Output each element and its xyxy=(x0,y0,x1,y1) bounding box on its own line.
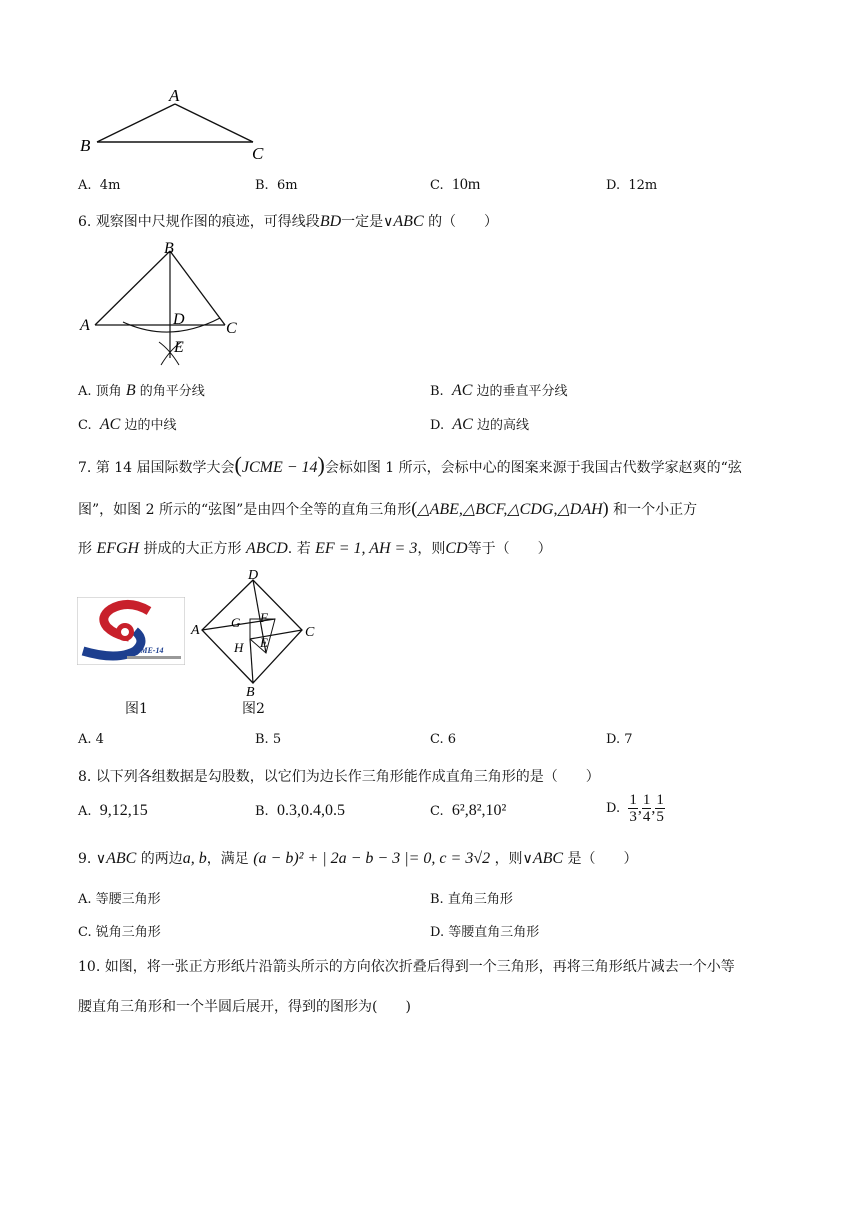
q5-option-a[interactable]: A. 4m xyxy=(78,178,121,193)
q9-option-b[interactable]: B. 直角三角形 xyxy=(430,892,513,907)
q5-option-d[interactable]: D. 12m xyxy=(606,178,658,193)
q5-label-b: B xyxy=(80,136,91,155)
q6-question: 6. 观察图中尺规作图的痕迹，可得线段BD一定是∨ABC 的（ ） xyxy=(78,213,499,230)
q9-question: 9. ∨ABC 的两边a, b，满足 (a − b)² + | 2a − b − 3 |= 0, c = 3√2 ，则∨ABC 是（ ） xyxy=(78,850,638,867)
q5-label-c: C xyxy=(252,144,264,163)
q10-line-1: 10. 如图，将一张正方形纸片沿箭头所示的方向依次折叠后得到一个三角形，再将三角形纸片减去一个小等 xyxy=(78,959,735,975)
q7-fig2-caption: 图2 xyxy=(242,701,265,717)
q6-label-d: D xyxy=(173,311,185,328)
q8-question: 8. 以下列各组数据是勾股数，以它们为边长作三角形能作成直角三角形的是（ ） xyxy=(78,769,600,785)
q6-option-b[interactable]: B. AC 边的垂直平分线 xyxy=(430,382,568,399)
q7-label-d: D xyxy=(248,568,259,583)
q6-label-c: C xyxy=(226,320,237,337)
q8-option-c[interactable]: C. 6²,8²,10² xyxy=(430,802,507,819)
q6-construction-figure xyxy=(75,238,250,368)
q7-option-b[interactable]: B. 5 xyxy=(255,732,282,747)
q9-option-d[interactable]: D. 等腰直角三角形 xyxy=(430,925,540,940)
q10-line-2: 腰直角三角形和一个半圆后展开，得到的图形为( ) xyxy=(78,999,411,1015)
q6-label-b: B xyxy=(164,240,174,257)
q5-triangle-figure xyxy=(75,85,275,165)
q6-option-d[interactable]: D. AC 边的高线 xyxy=(430,416,529,433)
q8-fraction-2: $\frac{1}{4}$ xyxy=(642,792,651,825)
q5-option-b[interactable]: B. 6m xyxy=(255,178,298,193)
q6-option-c[interactable]: C. AC 边的中线 xyxy=(78,416,177,433)
q8-option-b[interactable]: B. 0.3,0.4,0.5 xyxy=(255,802,345,819)
q7-label-f: F xyxy=(260,610,268,625)
q7-line-1: 7. 第 14 届国际数学大会(JCME − 14)会标如图 1 所示，会标中心的图案来源于我国古代数学家赵爽的“弦 xyxy=(78,452,742,477)
q7-label-c: C xyxy=(305,625,315,640)
q7-line-2: 图”，如图 2 所示的“弦图”是由四个全等的直角三角形(△ABE,△BCF,△CDG,△DAH) 和一个小正方 xyxy=(78,498,698,518)
q7-logo-text: JCME-14 xyxy=(131,646,164,655)
q6-label-a: A xyxy=(80,317,90,334)
q8-option-a[interactable]: A. 9,12,15 xyxy=(78,802,148,819)
q8-fraction-1: $\frac{1}{3}$ xyxy=(629,792,637,825)
q7-option-c[interactable]: C. 6 xyxy=(430,732,457,747)
q7-option-d[interactable]: D. 7 xyxy=(606,732,633,747)
q5-option-c[interactable]: C. 10m xyxy=(430,176,481,193)
q7-label-g: G xyxy=(231,615,241,630)
q8-fraction-3: $\frac{1}{5}$ xyxy=(656,792,664,825)
q7-jcme-logo xyxy=(77,597,185,665)
q8-option-d[interactable]: D. $\frac{1}{3}$ , $\frac{1}{4}$ , $\frac{1}{5}$ xyxy=(606,792,664,825)
q7-string-diagram xyxy=(190,565,330,700)
q7-fig1-caption: 图1 xyxy=(125,701,148,717)
q6-label-e: E xyxy=(174,339,184,356)
q7-line-3: 形 EFGH 拼成的大正方形 ABCD. 若 EF = 1, AH = 3，则CD等于（ ） xyxy=(78,540,552,557)
q5-label-a: A xyxy=(169,86,180,105)
q7-label-h: H xyxy=(234,640,244,655)
q7-label-a: A xyxy=(191,623,200,638)
q9-option-c[interactable]: C. 锐角三角形 xyxy=(78,925,161,940)
q7-option-a[interactable]: A. 4 xyxy=(78,732,104,747)
q7-label-b: B xyxy=(246,685,255,700)
q9-option-a[interactable]: A. 等腰三角形 xyxy=(78,892,161,907)
q7-label-e: E xyxy=(260,635,268,650)
q6-option-a[interactable]: A. 顶角 B 的角平分线 xyxy=(78,382,205,399)
